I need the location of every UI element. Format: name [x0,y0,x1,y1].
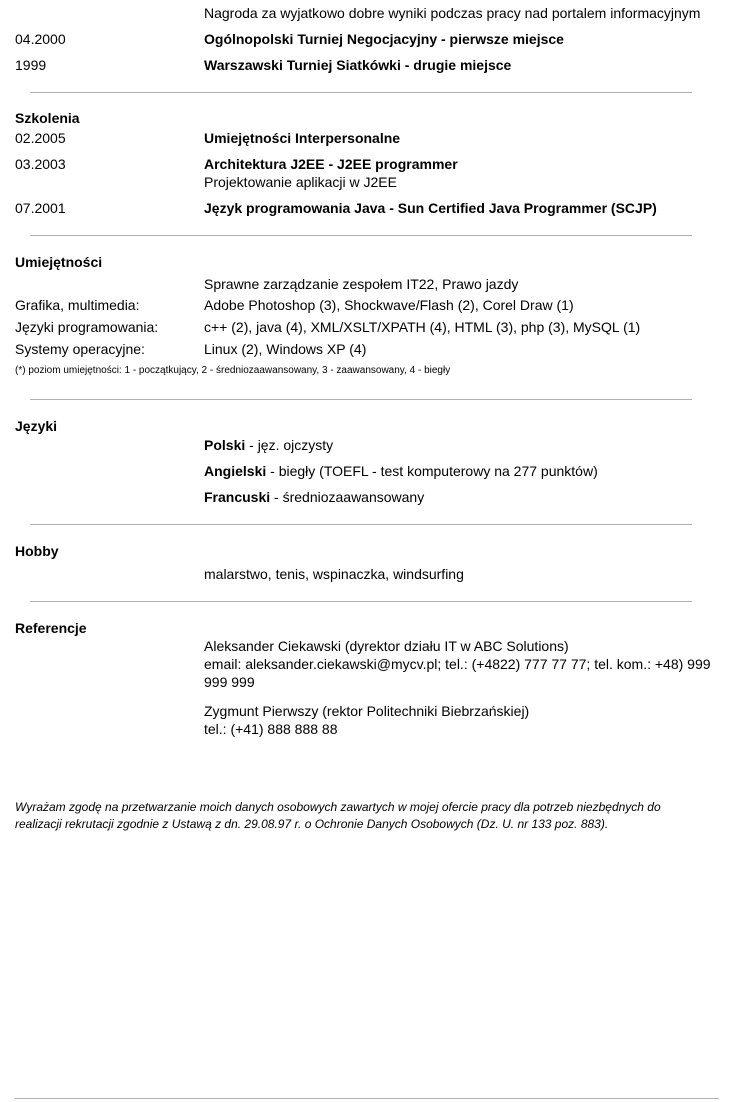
references-heading: Referencje [15,620,87,636]
data-processing-consent [15,799,715,833]
award-intro: Nagroda za wyjatkowo dobre wyniki podczas pracy nad portalem informacyjnym [204,5,701,21]
skill-label: Grafika, multimedia: [15,297,140,313]
training-date: 07.2001 [15,200,66,216]
skills-heading: Umiejętności [15,254,103,270]
trainings-heading: Szkolenia [15,110,80,126]
award-date: 1999 [15,57,47,73]
language-item [204,437,333,453]
hobby-text: malarstwo, tenis, wspinaczka, windsurfing [204,566,464,582]
reference-1-name: Aleksander Ciekawski (dyrektor działu IT w ABC Solutions) [204,638,569,654]
section-divider [30,524,692,525]
reference-2-name: Zygmunt Pierwszy (rektor Politechniki Biebrzańskiej) [204,703,530,719]
training-title: Język programowania Java - Sun Certified Java Programmer (SCJP) [204,200,657,216]
training-description: Projektowanie aplikacji w J2EE [204,174,397,190]
training-date: 02.2005 [15,130,66,146]
training-title: Umiejętności Interpersonalne [204,130,401,146]
footer-divider [15,1098,719,1099]
language-name: Polski [204,437,246,453]
skill-label: Języki programowania: [15,319,159,335]
skill-label: Systemy operacyjne: [15,341,145,357]
reference-1-contact-cont: 999 999 [204,674,255,690]
reference-1-contact: email: aleksander.ciekawski@mycv.pl; tel.: (+4822) 777 77 77; tel. kom.: +48) 999 [204,656,711,672]
language-level: - jęz. ojczysty [245,437,334,453]
skill-value: Adobe Photoshop (3), Shockwave/Flash (2), Corel Draw (1) [204,297,574,313]
skill-value: Linux (2), Windows XP (4) [204,341,367,357]
consent-line: realizacji rekrutacji zgodnie z Ustawą z dn. 29.08.97 r. o Ochronie Danych Osobowych (Dz. U. nr 133 poz. 883). [15,817,609,831]
reference-2-contact: tel.: (+41) 888 888 88 [204,721,338,737]
languages-heading: Języki [15,418,58,434]
training-date: 03.2003 [15,156,66,172]
language-item [204,463,598,479]
award-date: 04.2000 [15,31,66,47]
section-divider [30,399,692,400]
consent-line: Wyrażam zgodę na przetwarzanie moich danych osobowych zawartych w mojej ofercie pracy dla potrzeb niezbędnych do [15,800,661,814]
skills-general: Sprawne zarządzanie zespołem IT22, Prawo jazdy [204,276,519,292]
section-divider [30,601,692,602]
language-level: - biegły (TOEFL - test komputerowy na 277 punktów) [266,463,598,479]
skill-value: c++ (2), java (4), XML/XSLT/XPATH (4), HTML (3), php (3), MySQL (1) [204,319,641,335]
skills-level-note: (*) poziom umiejętności: 1 - początkujący, 2 - średniozaawansowany, 3 - zaawansowany, 4 - biegły [15,365,451,376]
award-title: Warszawski Turniej Siatkówki - drugie miejsce [204,57,512,73]
section-divider [30,235,692,236]
section-divider [30,92,692,93]
hobby-heading: Hobby [15,543,59,559]
language-level: - średniozaawansowany [270,489,425,505]
award-title: Ogólnopolski Turniej Negocjacyjny - pierwsze miejsce [204,31,564,47]
language-name: Francuski [204,489,271,505]
language-item [204,489,424,505]
language-name: Angielski [204,463,267,479]
training-title: Architektura J2EE - J2EE programmer [204,156,458,172]
